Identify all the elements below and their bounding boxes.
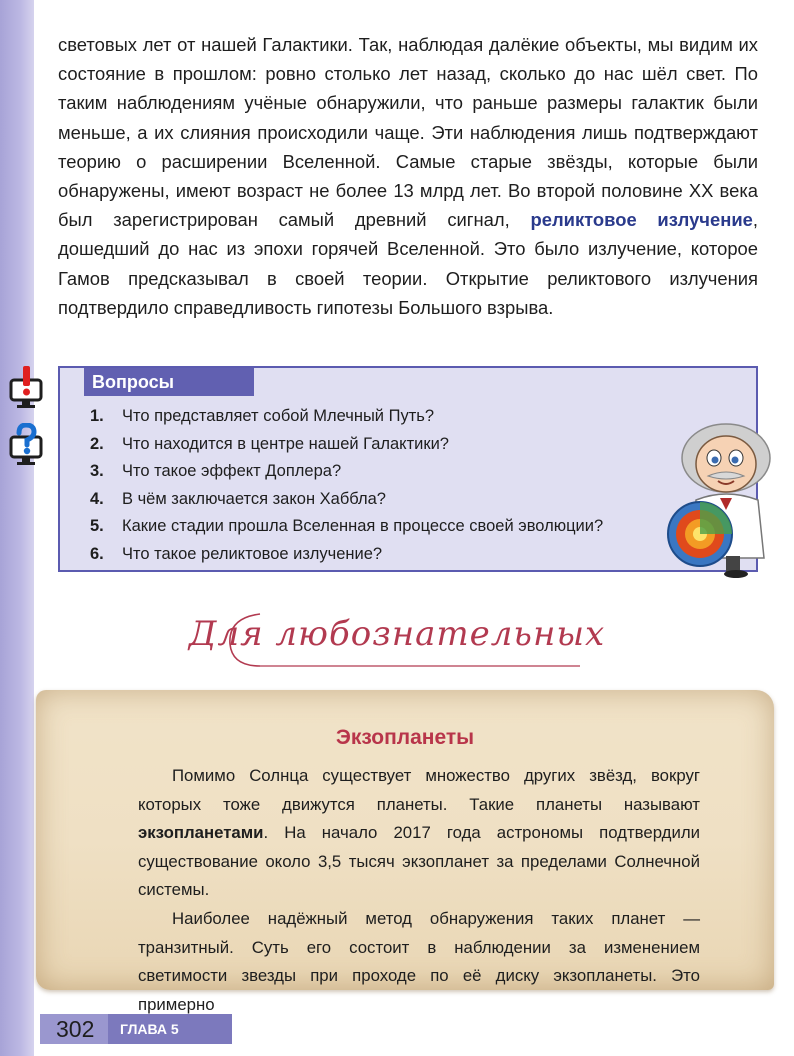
- question-number: 6.: [90, 544, 104, 563]
- curious-section-title: Для любознательных: [188, 614, 606, 654]
- exoplanets-parchment-box: [36, 690, 774, 1014]
- question-item: [90, 486, 603, 514]
- question-item: [90, 541, 603, 569]
- question-text: В чём заключается закон Хаббла?: [122, 489, 386, 508]
- question-item: [90, 431, 603, 459]
- exoplanets-paragraph-1: [138, 762, 700, 905]
- question-number: 4.: [90, 489, 104, 508]
- main-paragraph-text: [58, 30, 758, 322]
- exoplanets-title: Экзопланеты: [335, 726, 475, 749]
- page-number: 302: [40, 1014, 108, 1044]
- question-number: 2.: [90, 434, 104, 453]
- exoplanets-text: [138, 762, 700, 1019]
- chapter-label: ГЛАВА 5: [108, 1014, 232, 1044]
- questions-list: [90, 403, 603, 569]
- professor-mascot-illustration: [664, 418, 776, 578]
- question-text: Что такое эффект Доплера?: [122, 462, 342, 481]
- question-text: Что представляет собой Млечный Путь?: [122, 407, 435, 425]
- exoplanets-p1-after: . На начало 2017 года астрономы подтвердили существование около 3,5 тысяч экзопланет за пределами Солнечной системы.: [138, 823, 700, 900]
- main-paragraph: [58, 30, 758, 322]
- question-number: 1.: [90, 407, 104, 425]
- question-item: [90, 458, 603, 486]
- exoplanets-term: экзопланетами: [138, 823, 264, 843]
- monitor-exclamation-icon: [8, 366, 44, 410]
- question-number: 5.: [90, 517, 104, 536]
- main-text-after-term: , дошедший до нас из эпохи горячей Вселенной. Это было излучение, которое Гамов предсказывал в своей теории. Открытие реликтового излучения подтвердило справедливость гипотезы Большого взрыва.: [58, 209, 758, 318]
- question-item: [90, 513, 603, 541]
- questions-header: Вопросы: [84, 368, 254, 396]
- question-text: Что такое реликтовое излучение?: [122, 544, 383, 563]
- question-text: Какие стадии прошла Вселенная в процессе своей эволюции?: [122, 517, 604, 536]
- main-text-before-term: световых лет от нашей Галактики. Так, наблюдая далёкие объекты, мы видим их состояние в прошлом: ровно столько лет назад, сколько до нас шёл свет. По таким наблюдениям учёные обнаружили, что раньше размеры галактик были меньше, а их слияния происходили чаще. Эти наблюдения лишь подтверждают теорию о расширении Вселенной. Самые старые звёзды, которые были обнаружены, имеют возраст не более 13 млрд лет. Во второй половине XX века был зарегистрирован самый древний сигнал,: [58, 34, 758, 231]
- monitor-question-icon: [8, 423, 44, 467]
- question-number: 3.: [90, 462, 104, 481]
- exoplanets-p1-before: Помимо Солнца существует множество других звёзд, вокруг которых тоже движутся планеты. Такие планеты называют: [138, 766, 700, 814]
- left-margin-stripe: [0, 0, 34, 1056]
- exoplanets-paragraph-2: Наиболее надёжный метод обнаружения таких планет — транзитный. Суть его состоит в наблюдении за изменением светимости звезды при проходе по её диску экзопланеты. Это примерно: [138, 908, 700, 1014]
- questions-box: [58, 366, 758, 572]
- question-item: [90, 403, 603, 431]
- question-text: Что находится в центре нашей Галактики?: [122, 434, 449, 453]
- term-cmb: реликтовое излучение: [530, 209, 753, 231]
